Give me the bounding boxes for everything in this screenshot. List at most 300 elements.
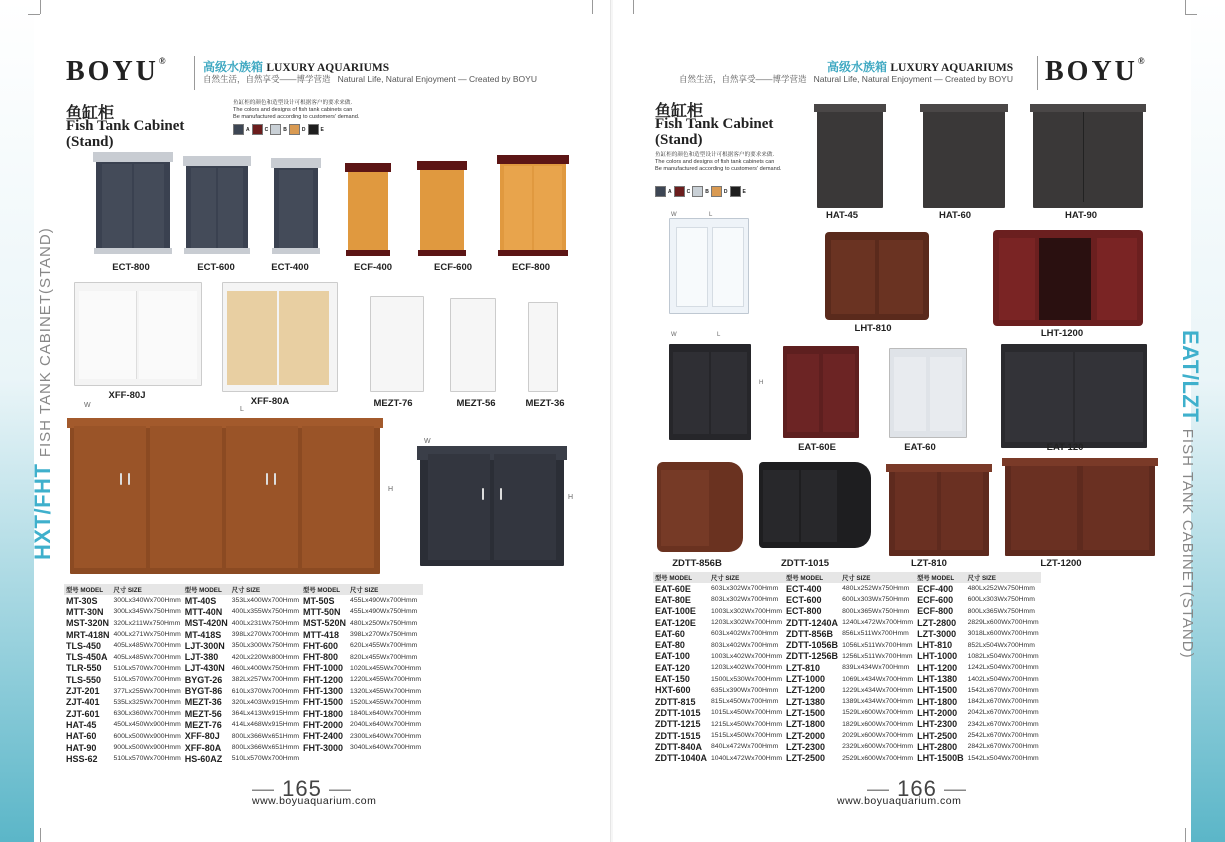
size-cell: 1542Lx670Wx700Hmm (967, 686, 1039, 694)
size-cell: 400Lx355Wx750Hmm (231, 608, 300, 616)
cabinet-image-lht-810 (825, 232, 929, 320)
model-cell: HSS-62 (66, 753, 98, 764)
spec-table (64, 584, 423, 764)
column-header-size: 尺寸 SIZE (230, 584, 301, 595)
product-label: XFF-80A (250, 396, 290, 407)
dim-w-label: W (84, 402, 91, 409)
size-cell: 480Lx252Wx750Hmm (967, 585, 1035, 593)
model-cell: FHT-600 (303, 640, 339, 651)
model-cell: LZT-1000 (786, 674, 826, 685)
section-title-cn: 鱼缸柜 (655, 103, 704, 120)
model-cell: LJT-300N (184, 640, 225, 651)
cabinet-image-mezt-76 (370, 296, 424, 392)
size-cell: 320Lx403Wx915Hmm (231, 698, 300, 706)
size-cell: 1242Lx504Wx700Hmm (967, 664, 1039, 672)
product-label: ECF-800 (511, 262, 551, 273)
tagline-en: Natural Life, Natural Enjoyment — Created by BOYU (813, 74, 1013, 84)
size-cell: 364Lx413Wx915Hmm (231, 710, 300, 718)
table-row (64, 640, 423, 651)
product-label: ECT-400 (271, 262, 309, 273)
product-label: ECT-800 (112, 262, 150, 273)
model-cell: LHT-1200 (917, 662, 958, 673)
size-cell: 1840Lx640Wx700Hmm (350, 710, 422, 718)
model-cell: MT-418S (184, 629, 222, 640)
table-row (653, 583, 1041, 594)
model-cell: LZT-3000 (917, 628, 957, 639)
size-cell: 2529Lx600Wx700Hmm (842, 754, 914, 762)
model-cell: MRT-418N (66, 629, 110, 640)
swatch-a: A (655, 186, 672, 197)
model-cell: MST-420N (184, 618, 228, 629)
size-cell: 420Lx220Wx800Hmm (231, 653, 300, 661)
section-title-en-line2: (Stand) (66, 134, 114, 150)
product-label: MEZT-56 (456, 398, 496, 409)
size-cell: 900Lx500Wx900Hmm (113, 744, 181, 751)
model-cell: BYGT-26 (184, 674, 223, 685)
brand-title-cn: 高级水族箱 (827, 60, 888, 74)
size-cell: 856Lx511Wx700Hmm (842, 630, 909, 638)
table-row (64, 651, 423, 662)
size-cell: 1229Lx434Wx700Hmm (842, 686, 914, 694)
size-cell: 450Lx450Wx900Hmm (113, 721, 181, 729)
model-cell: EAT-60E (655, 583, 691, 594)
size-cell: 1003Lx302Wx700Hmm (711, 607, 783, 615)
brand-title-en: LUXURY AQUARIUMS (266, 62, 390, 74)
page-number: — 166 — (867, 776, 967, 801)
model-cell: EAT-60 (655, 628, 685, 639)
model-cell: EAT-120 (655, 662, 690, 673)
size-cell: 800Lx366Wx651Hmm (231, 744, 300, 751)
size-cell: 800Lx365Wx750Hmm (842, 607, 910, 615)
swatch-b: B (270, 124, 287, 135)
series-label: EAT/LZT (1178, 330, 1203, 423)
size-cell: 2829Lx600Wx700Hmm (967, 619, 1039, 627)
model-cell: LJT-430N (184, 663, 225, 674)
table-row (653, 707, 1041, 718)
dim-w-label-2: W (671, 332, 677, 338)
swatch-d: D (711, 186, 728, 197)
model-cell: ZDTT-1040A (655, 753, 708, 764)
size-cell: 1082Lx504Wx700Hmm (967, 652, 1039, 660)
spec-table-left (64, 584, 570, 764)
product-label: LZT-810 (911, 558, 947, 569)
table-row (64, 719, 423, 730)
model-cell: ECT-600 (786, 594, 822, 605)
size-cell: 405Lx485Wx700Hmm (113, 642, 181, 650)
boyu-logo (66, 56, 166, 88)
model-cell: ZJT-201 (66, 686, 100, 697)
model-cell: LHT-1500 (917, 685, 958, 696)
model-cell: LZT-2500 (786, 753, 826, 764)
model-cell: HAT-60 (66, 731, 97, 742)
column-header-model: 型号 MODEL (183, 584, 230, 595)
model-cell: MEZT-56 (184, 708, 222, 719)
swatch-b: B (692, 186, 709, 197)
model-cell: ZDTT-1515 (655, 730, 701, 741)
column-header-model: 型号 MODEL (301, 584, 348, 595)
size-cell: 803Lx402Wx700Hmm (711, 641, 779, 649)
size-cell: 635Lx390Wx700Hmm (711, 686, 779, 694)
model-cell: LHT-2500 (917, 730, 958, 741)
color-note (233, 100, 359, 121)
table-row (64, 742, 423, 753)
table-row (64, 685, 423, 696)
dim-w-label-2: W (424, 438, 431, 445)
model-cell: TLS-450 (66, 640, 102, 651)
dim-h-label: H (388, 486, 394, 493)
table-row (653, 662, 1041, 673)
model-cell: TLS-450A (66, 652, 108, 663)
product-label: LZT-1200 (1040, 558, 1082, 569)
model-cell: LJT-380 (184, 652, 219, 663)
page-number: — 165 — (252, 776, 352, 801)
size-cell: 510Lx570Wx700Hmm (113, 676, 181, 684)
cabinet-image-hat-60 (923, 104, 1005, 208)
table-row (653, 673, 1041, 684)
dim-l-label: L (709, 212, 713, 218)
size-cell: 1203Lx302Wx700Hmm (711, 619, 783, 627)
swatch-c: C (252, 124, 269, 135)
model-cell: ZDTT-815 (655, 696, 696, 707)
brand-tagline (679, 73, 1013, 85)
section-title-en (655, 116, 773, 148)
table-row (64, 629, 423, 640)
left-vertical-label (30, 227, 56, 560)
model-cell: LZT-810 (786, 662, 821, 673)
model-cell: FHT-1800 (303, 708, 344, 719)
model-cell: MT-40S (184, 595, 217, 606)
color-note-cn: 鱼缸柜的颜色和造型设计可根据客户的要求来做. (655, 152, 775, 158)
size-cell: 1069Lx434Wx700Hmm (842, 675, 914, 683)
size-cell: 1240Lx472Wx700Hmm (842, 619, 914, 627)
size-cell: 1320Lx455Wx700Hmm (350, 687, 422, 695)
table-row (64, 674, 423, 685)
size-cell: 815Lx450Wx700Hmm (711, 698, 779, 706)
model-cell: MST-320N (66, 618, 110, 629)
page-number-value: 166 (897, 776, 937, 801)
product-label: EAT-120 (1046, 442, 1084, 453)
table-row (653, 719, 1041, 730)
dim-h-label: H (759, 380, 764, 386)
right-vertical-label (1177, 330, 1203, 659)
color-swatches (233, 124, 324, 135)
model-cell: LHT-1800 (917, 696, 958, 707)
model-cell: ZJT-401 (66, 697, 100, 708)
model-cell: FHT-3000 (303, 742, 344, 753)
size-cell: 620Lx455Wx700Hmm (350, 642, 418, 650)
cabinet-image-fht-large (70, 418, 380, 574)
series-sub-label: FISH TANK CABINET(STAND) (37, 227, 54, 458)
color-note-en-2: Be manufactured according to customers' demand. (233, 114, 360, 120)
size-cell: 603Lx402Wx700Hmm (711, 630, 779, 638)
cabinet-image-xff-80j (74, 282, 202, 386)
product-label: LHT-1200 (1040, 328, 1084, 339)
size-cell: 2329Lx600Wx700Hmm (842, 743, 914, 751)
crop-mark (1185, 828, 1186, 842)
size-cell (348, 753, 423, 764)
size-cell: 1829Lx600Wx700Hmm (842, 720, 914, 728)
cabinet-image-ect-400 (274, 162, 318, 254)
size-cell: 398Lx270Wx750Hmm (350, 631, 418, 639)
size-cell: 3018Lx600Wx700Hmm (967, 630, 1039, 638)
table-row (653, 617, 1041, 628)
color-note-en-1: The colors and designs of fish tank cabinets can (233, 107, 353, 113)
product-label: MEZT-76 (373, 398, 413, 409)
cabinet-image-white-stand (669, 218, 749, 314)
dim-h-label-2: H (568, 494, 574, 501)
spec-table (653, 572, 1041, 764)
swatch-a: A (233, 124, 250, 135)
size-cell: 800Lx366Wx651Hmm (231, 732, 300, 740)
size-cell: 350Lx300Wx750Hmm (231, 642, 300, 650)
size-cell: 398Lx270Wx700Hmm (231, 631, 300, 639)
model-cell: FHT-1200 (303, 674, 344, 685)
cabinet-image-eat-60 (889, 348, 967, 438)
product-label: HAT-90 (1064, 210, 1098, 221)
product-label: ECF-400 (353, 262, 393, 273)
cabinet-image-ect-600 (186, 160, 248, 254)
color-note-en-2: Be manufactured according to customers' demand. (655, 166, 782, 172)
column-header-model: 型号 MODEL (784, 572, 840, 583)
model-cell: EAT-80 (655, 640, 685, 651)
registered-mark: ® (1137, 56, 1145, 66)
section-title-en (66, 118, 184, 150)
model-cell: LHT-1380 (917, 674, 958, 685)
size-cell: 1842Lx670Wx700Hmm (967, 698, 1039, 706)
model-cell: EAT-120E (655, 617, 696, 628)
model-cell: LHT-1500B (917, 753, 964, 764)
size-cell: 455Lx490Wx700Hmm (350, 597, 418, 605)
logo-text: BOYU (66, 56, 159, 87)
left-page (0, 0, 612, 842)
size-cell: 2542Lx670Wx700Hmm (967, 732, 1039, 739)
size-cell: 1215Lx450Wx700Hmm (711, 720, 783, 728)
crop-mark (40, 0, 41, 14)
model-cell: HXT-600 (655, 685, 691, 696)
model-cell: LZT-1380 (786, 696, 826, 707)
table-row (64, 618, 423, 629)
model-cell: TLR-550 (66, 663, 102, 674)
color-note-cn: 鱼缸柜的颜色和造型设计可根据客户的要求来做. (233, 100, 353, 106)
spec-table-right (653, 572, 1161, 764)
brand-tagline (203, 73, 537, 85)
product-label: EAT-60 (904, 442, 936, 453)
size-cell: 510Lx570Wx700Hmm (113, 755, 181, 763)
size-cell: 1015Lx450Wx700Hmm (711, 709, 783, 717)
size-cell: 382Lx257Wx700Hmm (231, 676, 300, 684)
model-cell: LZT-1800 (786, 719, 826, 730)
table-row (653, 628, 1041, 639)
crop-mark (1185, 0, 1186, 14)
column-header-size: 尺寸 SIZE (112, 584, 183, 595)
size-cell: 630Lx360Wx700Hmm (113, 710, 181, 718)
model-cell: LZT-2000 (786, 730, 826, 741)
size-cell: 1220Lx455Wx700Hmm (350, 676, 422, 684)
model-cell: ZDTT-1056B (786, 640, 839, 651)
section-title-en-line1: Fish Tank Cabinet (66, 118, 185, 134)
model-cell: HAT-90 (66, 742, 97, 753)
table-row (64, 595, 423, 606)
swatch-d: D (289, 124, 306, 135)
table-row (653, 685, 1041, 696)
column-header-model: 型号 MODEL (915, 572, 966, 583)
product-label: XFF-80J (108, 390, 146, 401)
size-cell: 3040Lx640Wx700Hmm (350, 744, 422, 751)
section-title-en-line1: Fish Tank Cabinet (655, 116, 774, 132)
crop-mark (28, 14, 40, 15)
crop-mark (40, 828, 41, 842)
model-cell: LHT-1000 (917, 651, 958, 662)
column-header-model: 型号 MODEL (64, 584, 112, 595)
size-cell: 840Lx472Wx700Hmm (711, 743, 779, 751)
size-cell: 480Lx252Wx750Hmm (842, 585, 910, 593)
model-cell: XFF-80J (184, 731, 220, 742)
cabinet-image-dark-stand (420, 446, 564, 566)
model-cell: MT-50S (303, 595, 335, 606)
size-cell: 1515Lx450Wx700Hmm (711, 732, 783, 739)
crop-mark (592, 0, 593, 14)
size-cell: 400Lx271Wx750Hmm (113, 631, 181, 639)
model-cell: ZDTT-840A (655, 741, 703, 752)
model-cell: FHT-2000 (303, 719, 344, 730)
size-cell: 820Lx455Wx700Hmm (350, 653, 418, 661)
column-header-size: 尺寸 SIZE (709, 572, 784, 583)
product-label: HAT-45 (825, 210, 859, 221)
model-cell: ECF-600 (917, 594, 954, 605)
table-row (64, 606, 423, 617)
model-cell: ECF-800 (917, 606, 954, 617)
model-cell: LZT-2300 (786, 741, 826, 752)
dim-w-label: W (671, 212, 677, 218)
table-row (653, 651, 1041, 662)
table-row (653, 639, 1041, 650)
cabinet-image-xff-80a (222, 282, 338, 392)
size-cell: 320Lx211Wx750Hmm (113, 619, 181, 627)
product-label: EAT-60E (798, 442, 836, 453)
cabinet-image-zdtt-1015 (759, 462, 871, 548)
size-cell: 839Lx434Wx700Hmm (842, 664, 910, 672)
size-cell: 2040Lx640Wx700Hmm (350, 721, 422, 729)
model-cell: FHT-1300 (303, 686, 344, 697)
model-cell: FHT-1500 (303, 697, 344, 708)
size-cell: 1256Lx511Wx700Hmm (842, 652, 913, 660)
model-cell: MTT-40N (184, 606, 223, 617)
model-cell: EAT-100E (655, 606, 696, 617)
model-cell: HS-60AZ (184, 753, 223, 764)
cabinet-image-zdtt-856b (657, 462, 743, 552)
size-cell: 803Lx302Wx700Hmm (711, 596, 779, 604)
model-cell: BYGT-86 (184, 686, 223, 697)
registered-mark: ® (158, 56, 166, 66)
model-cell: ZDTT-1240A (786, 617, 839, 628)
size-cell: 300Lx345Wx750Hmm (113, 608, 181, 616)
table-row (653, 752, 1041, 763)
table-row (64, 753, 423, 764)
table-row (64, 731, 423, 742)
model-cell: LZT-2800 (917, 617, 957, 628)
size-cell: 1529Lx600Wx700Hmm (842, 709, 914, 717)
swatch-c: C (674, 186, 691, 197)
product-label: ECF-600 (433, 262, 473, 273)
left-edge-gradient (0, 0, 34, 842)
size-cell: 1020Lx455Wx700Hmm (350, 664, 422, 672)
size-cell: 353Lx400Wx700Hmm (231, 597, 300, 605)
model-cell: MST-520N (303, 618, 347, 629)
model-cell: ECT-800 (786, 606, 822, 617)
size-cell: 600Lx303Wx750Hmm (842, 596, 910, 604)
header-divider (1037, 56, 1038, 90)
table-row (653, 730, 1041, 741)
website-url[interactable]: www.boyuaquarium.com (837, 795, 962, 807)
model-cell: EAT-150 (655, 674, 690, 685)
size-cell: 1520Lx455Wx700Hmm (350, 698, 422, 706)
tagline-en: Natural Life, Natural Enjoyment — Created by BOYU (337, 74, 537, 84)
size-cell: 1500Lx530Wx700Hmm (711, 675, 783, 683)
cabinet-image-ecf-600 (420, 164, 464, 256)
cabinet-image-mezt-36 (528, 302, 558, 392)
right-page (613, 0, 1225, 842)
size-cell: 1056Lx511Wx700Hmm (842, 641, 913, 649)
series-sub-label: FISH TANK CABINET(STAND) (1179, 428, 1196, 659)
model-cell: ECT-400 (786, 583, 822, 594)
model-cell: FHT-1000 (303, 663, 344, 674)
swatch-e: E (308, 124, 324, 135)
model-cell: LHT-810 (917, 640, 953, 651)
size-cell: 300Lx340Wx700Hmm (113, 597, 181, 605)
size-cell: 2342Lx670Wx700Hmm (967, 720, 1039, 728)
boyu-logo (1045, 56, 1145, 88)
tagline-cn: 自然生活，自然享受——博学营造 (679, 74, 807, 84)
size-cell: 1542Lx504Wx700Hmm (967, 754, 1039, 762)
cabinet-image-lzt-810 (889, 464, 989, 556)
size-cell: 2842Lx670Wx700Hmm (967, 743, 1039, 751)
size-cell: 510Lx570Wx700Hmm (231, 755, 300, 763)
product-label: ZDTT-856B (672, 558, 722, 569)
brand-title-cn: 高级水族箱 (203, 60, 264, 74)
cabinet-image-hat-45 (817, 104, 883, 208)
size-cell: 600Lx500Wx900Hmm (113, 732, 181, 740)
size-cell: 480Lx250Wx750Hmm (350, 619, 418, 627)
model-cell: MTT-418 (303, 629, 340, 640)
series-label: HXT/FHT (30, 463, 55, 560)
section-title-cn: 鱼缸柜 (66, 105, 115, 122)
cabinet-image-eat-60e (783, 346, 859, 438)
model-cell: ECF-400 (917, 583, 954, 594)
model-cell: FHT-2400 (303, 731, 344, 742)
model-cell: HAT-45 (66, 719, 97, 730)
table-row (653, 696, 1041, 707)
model-cell: MEZT-36 (184, 697, 222, 708)
size-cell: 603Lx302Wx700Hmm (711, 585, 779, 593)
product-label: MEZT-36 (525, 398, 565, 409)
column-header-size: 尺寸 SIZE (966, 572, 1041, 583)
table-row (64, 708, 423, 719)
model-cell: MT-30S (66, 595, 98, 606)
model-cell: ZDTT-856B (786, 628, 834, 639)
model-cell: LHT-2800 (917, 741, 958, 752)
size-cell: 2042Lx670Wx700Hmm (967, 709, 1039, 717)
model-cell: MEZT-76 (184, 719, 222, 730)
website-url[interactable]: www.boyuaquarium.com (252, 795, 377, 807)
model-cell: TLS-550 (66, 674, 102, 685)
cabinet-image-ecf-400 (348, 166, 388, 256)
column-header-size: 尺寸 SIZE (348, 584, 423, 595)
size-cell: 1203Lx402Wx700Hmm (711, 664, 783, 672)
table-row (64, 697, 423, 708)
product-label: ZDTT-1015 (780, 558, 830, 569)
size-cell: 455Lx490Wx750Hmm (350, 608, 418, 616)
cabinet-image-ecf-800 (500, 158, 566, 256)
